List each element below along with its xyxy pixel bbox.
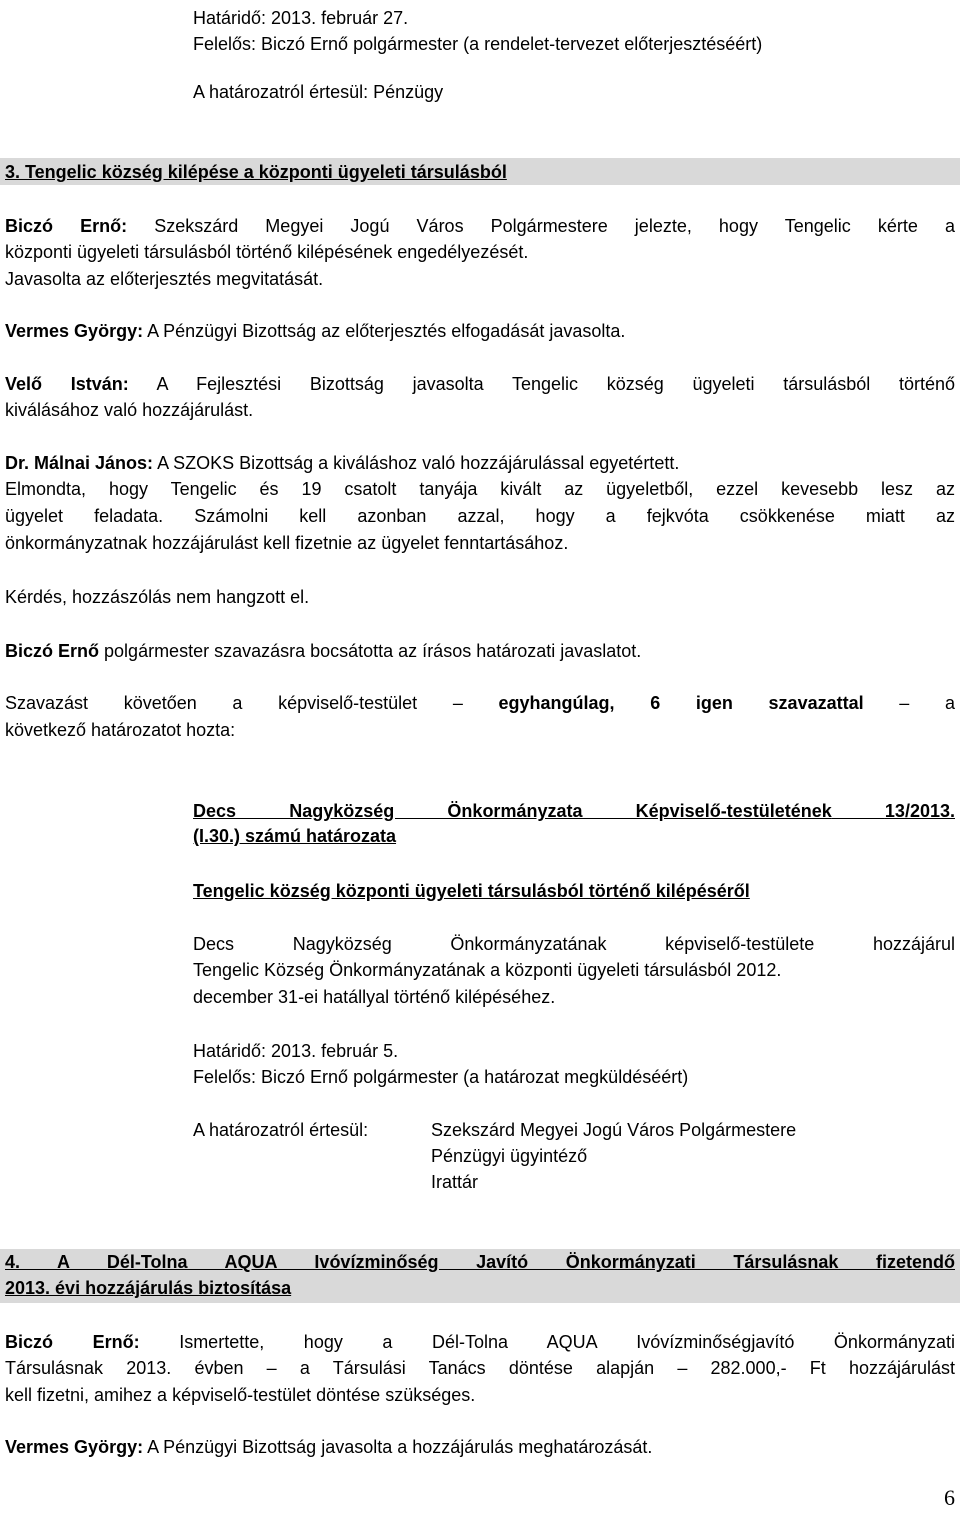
speaker-name: Biczó Ernő bbox=[5, 641, 100, 661]
item3-p4-line4: önkormányzatnak hozzájárulást kell fizetnie az ügyelet fenntartásához. bbox=[5, 533, 569, 553]
item3-p4-line3: ügyelet feladata. Számolni kell azonban azzal, hogy a fejkvóta csökkenése miatt az bbox=[5, 506, 955, 526]
vote-line1: Szavazást követően a képviselő-testület – egyhangúlag, 6 igen szavazattal – a bbox=[5, 693, 955, 713]
item3-p1-line1: Biczó Ernő: Szekszárd Megyei Jogú Város Polgármestere jelezte, hogy Tengelic kérte a bbox=[5, 216, 955, 236]
item3-p4-line2: Elmondta, hogy Tengelic és 19 csatolt tanyája kivált az ügyeletből, ezzel kevesebb lesz az bbox=[5, 479, 955, 499]
speaker-name: Biczó Ernő: bbox=[5, 1332, 140, 1352]
resolution-body-line1: Decs Nagyközség Önkormányzatának képviselő-testülete hozzájárul bbox=[193, 934, 955, 954]
item4-title-line2: 2013. évi hozzájárulás biztosítása bbox=[5, 1278, 292, 1298]
header-notified: A határozatról értesül: Pénzügy bbox=[193, 82, 444, 102]
speaker-name: Dr. Málnai János: bbox=[5, 453, 154, 473]
resolution-title-line2: (I.30.) számú határozata bbox=[193, 826, 397, 846]
speaker-name: Velő István: bbox=[5, 374, 129, 394]
header-responsible: Felelős: Biczó Ernő polgármester (a rendelet-tervezet előterjesztéséért) bbox=[193, 34, 763, 54]
item3-p3-line1: Velő István: A Fejlesztési Bizottság javasolta Tengelic község ügyeleti társulásból történő bbox=[5, 374, 955, 394]
item3-p6: Biczó Ernő polgármester szavazásra bocsátotta az írásos határozati javaslatot. bbox=[5, 641, 642, 661]
item4-p1-line1: Biczó Ernő: Ismertette, hogy a Dél-Tolna AQUA Ivóvízminőségjavító Önkormányzati bbox=[5, 1332, 955, 1352]
vote-result: egyhangúlag, 6 igen szavazattal bbox=[498, 693, 864, 713]
speaker-name: Vermes György: bbox=[5, 321, 144, 341]
item4-p1-line2: Társulásnak 2013. évben – a Társulási Tanács döntése alapján – 282.000,- Ft hozzájárulást bbox=[5, 1358, 955, 1378]
resolution-body-line3: december 31-ei hatállyal történő kilépéséhez. bbox=[193, 987, 556, 1007]
resolution-number: 13/2013. bbox=[884, 801, 955, 821]
resolution-title-line1: Decs Nagyközség Önkormányzata Képviselő-testületének 13/2013. bbox=[193, 801, 955, 821]
resolution-deadline: Határidő: 2013. február 5. bbox=[193, 1041, 399, 1061]
item4-p1-line3: kell fizetni, amihez a képviselő-testület döntése szükséges. bbox=[5, 1385, 476, 1405]
resolution-notified-label: A határozatról értesül: bbox=[193, 1120, 369, 1140]
resolution-notified-2: Pénzügyi ügyintéző bbox=[431, 1146, 588, 1166]
resolution-notified-3: Irattár bbox=[431, 1172, 479, 1192]
resolution-body-line2: Tengelic Község Önkormányzatának a központi ügyeleti társulásból 2012. bbox=[193, 960, 782, 980]
item3-p1-line2: központi ügyeleti társulásból történő kilépésének engedélyezését. bbox=[5, 242, 529, 262]
resolution-responsible: Felelős: Biczó Ernő polgármester (a határozat megküldéséért) bbox=[193, 1067, 689, 1087]
item4-title-line1: 4. A Dél-Tolna AQUA Ivóvízminőség Javító Önkormányzati Társulásnak fizetendő bbox=[5, 1252, 955, 1272]
item3-p1-line3: Javasolta az előterjesztés megvitatását. bbox=[5, 269, 324, 289]
item3-title: 3. Tengelic község kilépése a központi ügyeleti társulásból bbox=[5, 162, 507, 182]
resolution-notified-1: Szekszárd Megyei Jogú Város Polgármestere bbox=[431, 1120, 797, 1140]
speaker-name: Vermes György: bbox=[5, 1437, 144, 1457]
item3-p4-line1: Dr. Málnai János: A SZOKS Bizottság a kiváláshoz való hozzájárulással egyetértett. bbox=[5, 453, 680, 473]
item4-p2: Vermes György: A Pénzügyi Bizottság javasolta a hozzájárulás meghatározását. bbox=[5, 1437, 653, 1457]
item3-p2: Vermes György: A Pénzügyi Bizottság az előterjesztés elfogadását javasolta. bbox=[5, 321, 626, 341]
speaker-name: Biczó Ernő: bbox=[5, 216, 128, 236]
header-deadline: Határidő: 2013. február 27. bbox=[193, 8, 409, 28]
item3-p3-line2: kiválásához való hozzájárulást. bbox=[5, 400, 254, 420]
resolution-subject: Tengelic község központi ügyeleti társulásból történő kilépéséről bbox=[193, 881, 750, 901]
item3-p5: Kérdés, hozzászólás nem hangzott el. bbox=[5, 587, 310, 607]
vote-line2: következő határozatot hozta: bbox=[5, 720, 236, 740]
page-number: 6 bbox=[944, 1485, 955, 1510]
